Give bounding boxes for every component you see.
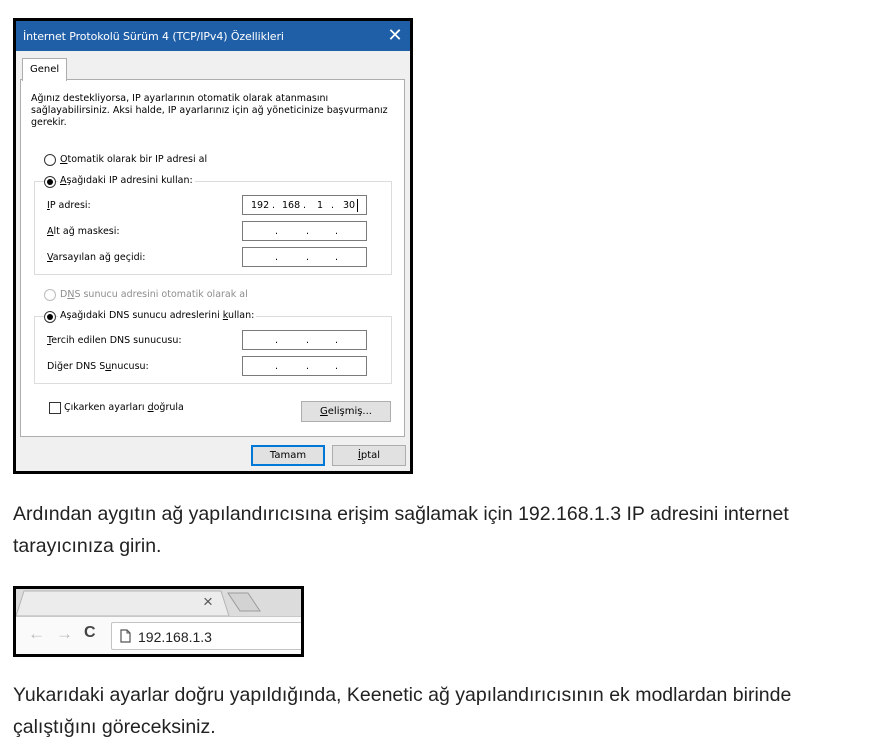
tab-close-icon[interactable]: × [203,592,213,611]
reload-icon[interactable]: C [84,624,96,641]
manual-ip-label: Aşağıdaki IP adresini kullan: [60,175,193,186]
auto-ip-label: Otomatik olarak bir IP adresi al [60,154,208,165]
ipv4-properties-dialog [16,21,410,471]
forward-icon[interactable]: → [56,624,73,643]
manual-dns-label: Aşağıdaki DNS sunucu adreslerini kullan: [60,310,255,321]
tab-general[interactable]: Genel [22,58,67,81]
dialog-description: Ağınız destekliyorsa, IP ayarlarının otomatik olarak atanmasını sağlayabilirsiniz. Aksi halde, IP ayarlarınız için ağ yöneticinize başvurmanız gerekir. [31,93,388,128]
alternate-dns-label: Diğer DNS Sunucusu: [47,361,149,372]
browser-screenshot [13,586,304,657]
auto-dns-label: DNS sunucu adresini otomatik olarak al [60,289,248,300]
dialog-screenshot [13,18,413,474]
auto-dns-radio[interactable] [44,289,56,301]
address-url: 192.168.1.3 [138,629,212,645]
close-icon[interactable]: ✕ [387,25,403,46]
gateway-label: Varsayılan ağ geçidi: [47,252,146,263]
back-icon[interactable]: ← [28,624,45,643]
address-bar[interactable] [111,622,301,650]
tab-shapes [16,589,301,616]
validate-checkbox[interactable] [49,402,61,414]
ip-address-label: IP adresi: [47,200,91,211]
gateway-field[interactable]: . . . [242,247,367,267]
subnet-mask-label: Alt ağ maskesi: [47,226,120,237]
dialog-title: İnternet Protokolü Sürüm 4 (TCP/IPv4) Özellikleri [23,30,284,43]
cancel-button[interactable]: İ ptal [332,445,406,466]
auto-ip-radio[interactable] [44,154,56,166]
page-icon [120,629,131,643]
preferred-dns-label: Tercih edilen DNS sunucusu: [47,335,182,346]
active-tab-shape [16,591,229,616]
validate-label: Çıkarken ayarları doğrula [64,402,184,413]
preferred-dns-field[interactable]: . . . [242,330,367,350]
new-tab-icon [228,593,260,611]
browser-window [16,589,301,654]
paragraph-result: Yukarıdaki ayarlar doğru yapıldığında, Keenetic ağ yapılandırıcısının ek modlardan birinde çalıştığını göreceksiniz. [13,684,792,738]
manual-dns-radio[interactable] [44,311,56,323]
tab-strip [16,589,301,616]
paragraph-instructions: Ardından aygıtın ağ yapılandırıcısına erişim sağlamak için 192.168.1.3 IP adresini internet tarayıcınıza girin. [13,503,789,557]
ip-address-field[interactable]: 192 . 168 . 1 . 30 [242,195,367,215]
manual-ip-radio[interactable] [44,176,56,188]
dialog-titlebar [16,21,410,51]
toolbar [16,616,301,654]
ok-button[interactable]: Tamam [251,445,325,466]
alternate-dns-field[interactable]: . . . [242,356,367,376]
subnet-mask-field[interactable]: . . . [242,221,367,241]
advanced-button[interactable]: G elişmiş... [301,401,391,422]
